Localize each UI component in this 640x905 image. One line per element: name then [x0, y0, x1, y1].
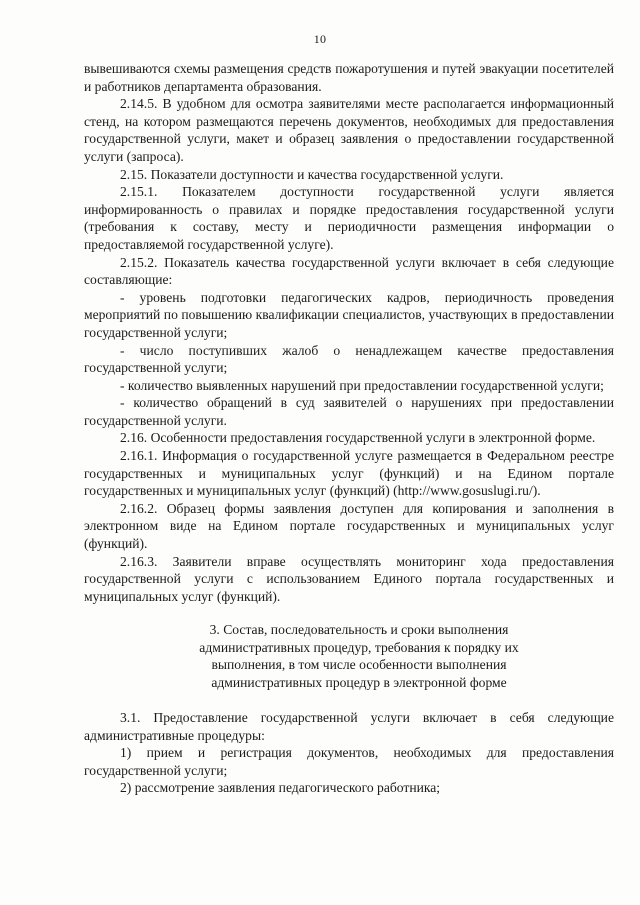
list-item-staff-training: - уровень подготовки педагогических кадров, периодичность проведения мероприятий по повышению квалификации специалистов, участвующих в предоставлении государственной услуги;	[84, 289, 614, 340]
list-item-review: 2) рассмотрение заявления педагогического работника;	[120, 780, 441, 796]
paragraph-2-15: 2.15. Показатели доступности и качества государственной услуги.	[120, 166, 504, 182]
section-heading-line: административных процедур, требования к порядку их	[199, 639, 519, 655]
paragraph-evacuation-schemes: вывешиваются схемы размещения средств пожаротушения и путей эвакуации посетителей и работников департамента образования.	[84, 61, 614, 94]
list-item-reception: 1) прием и регистрация документов, необходимых для предоставления государственной услуги;	[84, 745, 614, 778]
list-item-violations: - количество выявленных нарушений при предоставлении государственной услуги;	[120, 377, 604, 393]
paragraph-2-16-1: 2.16.1. Информация о государственной услуге размещается в Федеральном реестре государственных и муниципальных услуг (функций) и на Едином портале государственных и муниципальных услуг (функций) (http://www.gosuslugi.ru/).	[84, 448, 614, 499]
section-heading-line: 3. Состав, последовательность и сроки выполнения	[209, 622, 509, 638]
list-item-complaints: - число поступивших жалоб о ненадлежащем качестве предоставления государственной услуги;	[84, 342, 614, 376]
paragraph-2-14-5: 2.14.5. В удобном для осмотра заявителями месте располагается информационный стенд, на котором размещаются перечень документов, необходимых для предоставления государственной услуги, макет и образец заявления о предоставлении государственной услуги (запроса).	[84, 96, 614, 164]
list-item-court-appeals: - количество обращений в суд заявителей о нарушениях при предоставлении государственной услуги.	[84, 395, 614, 428]
document-body	[84, 60, 614, 797]
section-heading-line: выполнения, в том числе особенности выполнения	[211, 657, 507, 673]
paragraph-2-16: 2.16. Особенности предоставления государственной услуги в электронной форме.	[120, 430, 596, 446]
paragraph-2-15-2: 2.15.2. Показатель качества государственной услуги включает в себя следующие составляющие:	[84, 254, 614, 288]
section-3-heading	[84, 621, 614, 691]
page-number: 10	[313, 32, 327, 46]
paragraph-2-16-3: 2.16.3. Заявители вправе осуществлять мониторинг хода предоставления государственной услуги с использованием Единого портала государственных и муниципальных услуг (функций).	[84, 553, 614, 604]
paragraph-2-15-1: 2.15.1. Показателем доступности государственной услуги является информированность о правилах и порядке предоставления государственной услуги (требования к составу, месту и периодичности размещения информации о предоставляемой государственной услуге).	[84, 184, 614, 252]
section-heading-line: административных процедур в электронной форме	[211, 674, 507, 690]
paragraph-3-1: 3.1. Предоставление государственной услуги включает в себя следующие административные процедуры:	[84, 710, 614, 743]
paragraph-2-16-2: 2.16.2. Образец формы заявления доступен для копирования и заполнения в электронном виде на Едином портале государственных и муниципальных услуг (функций).	[84, 500, 614, 552]
